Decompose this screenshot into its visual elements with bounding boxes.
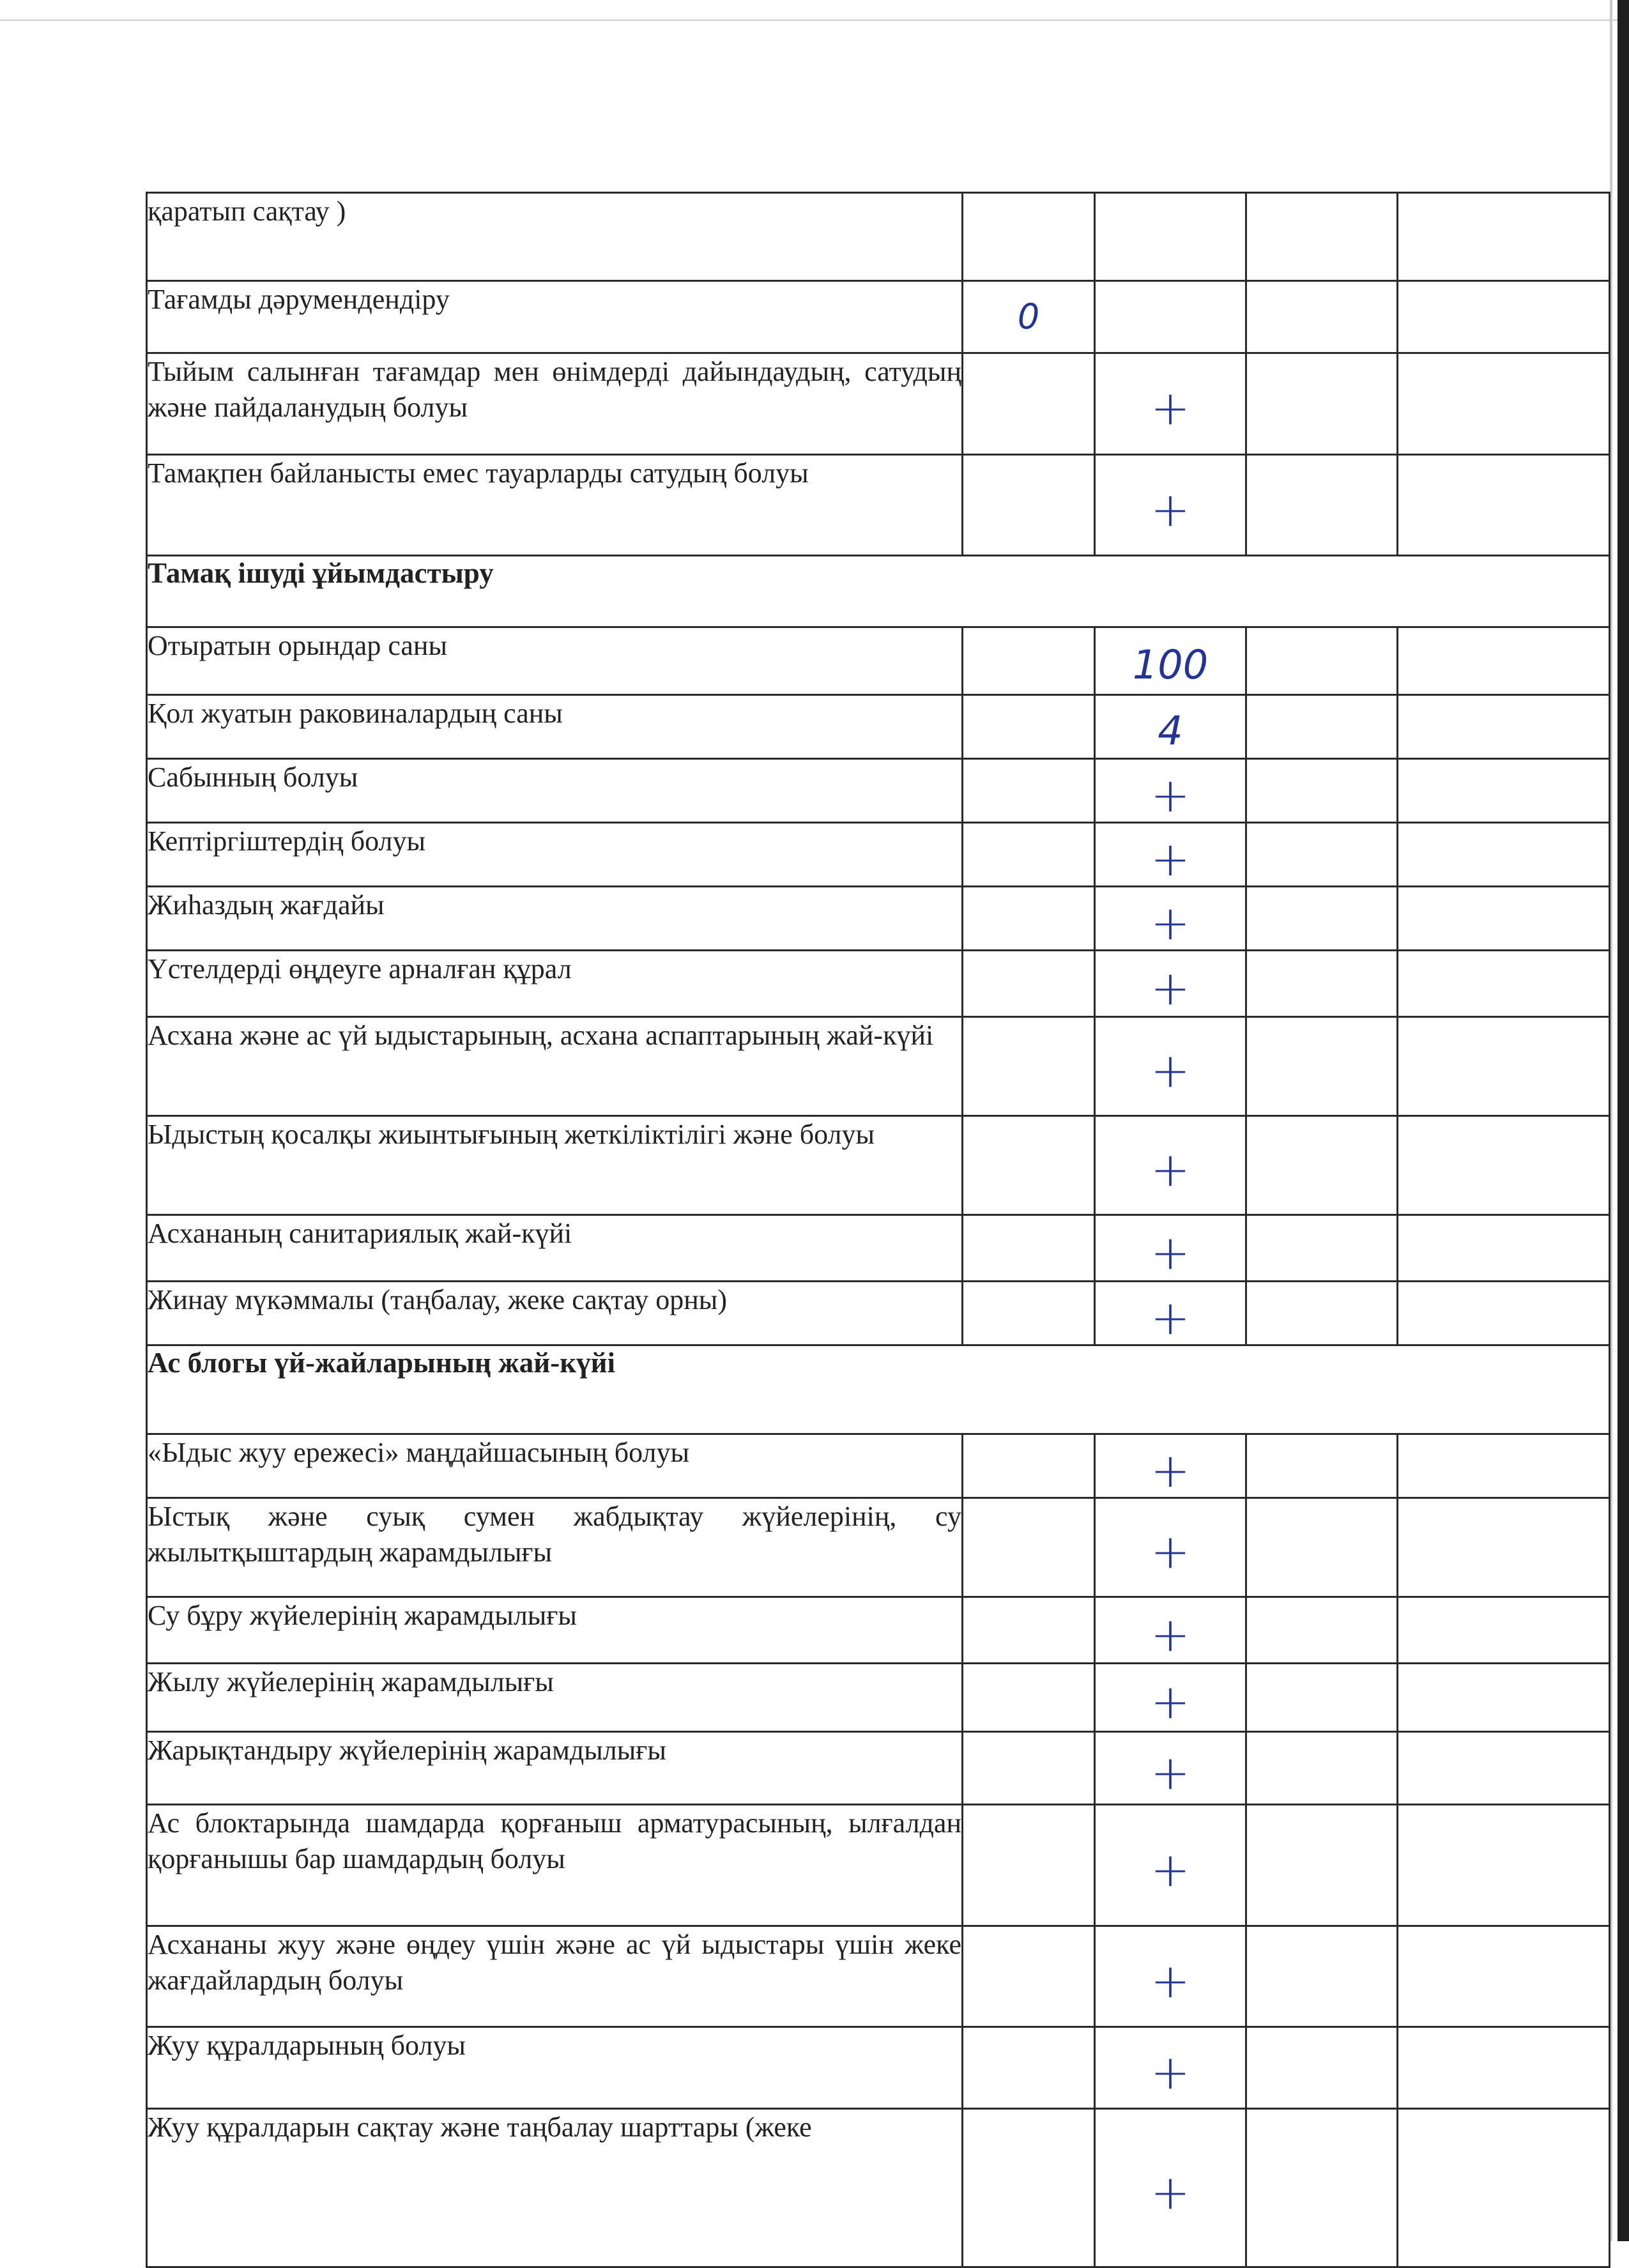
mark-cell bbox=[1095, 281, 1246, 353]
mark-cell bbox=[1095, 1215, 1246, 1282]
mark-cell bbox=[963, 281, 1095, 353]
handwritten-mark: 100 bbox=[1132, 641, 1209, 688]
mark-cell bbox=[1095, 1732, 1246, 1805]
mark-cell bbox=[1246, 1434, 1398, 1498]
table-row bbox=[147, 759, 1610, 823]
mark-cell bbox=[1398, 1926, 1610, 2027]
table-row bbox=[147, 1926, 1610, 2027]
mark-cell bbox=[1398, 823, 1610, 887]
table-row bbox=[147, 1498, 1610, 1597]
table-row bbox=[147, 1116, 1610, 1215]
mark-cell bbox=[1246, 695, 1398, 759]
criterion-label: Ыстық және суық сумен жабдықтау жүйелерінің, су жылытқыштардың жарамдылығы bbox=[147, 1498, 963, 1597]
handwritten-mark: + bbox=[1150, 1745, 1191, 1800]
mark-cell bbox=[1095, 455, 1246, 556]
scan-artifact-right-edge bbox=[1618, 0, 1629, 2241]
mark-cell bbox=[1246, 823, 1398, 887]
table-row bbox=[147, 695, 1610, 759]
mark-cell bbox=[963, 1926, 1095, 2027]
handwritten-mark: + bbox=[1150, 1142, 1191, 1198]
criterion-label: Асхана және ас үй ыдыстарының, асхана аспаптарының жай-күйі bbox=[147, 1017, 963, 1116]
mark-cell bbox=[1095, 951, 1246, 1017]
handwritten-mark: + bbox=[1150, 960, 1191, 1016]
mark-cell bbox=[1398, 1116, 1610, 1215]
handwritten-mark: + bbox=[1150, 381, 1191, 436]
section-heading: Тамақ ішуді ұйымдастыру bbox=[147, 556, 1610, 627]
mark-cell bbox=[1246, 1215, 1398, 1282]
handwritten-mark: + bbox=[1150, 482, 1191, 537]
mark-cell bbox=[1398, 353, 1610, 455]
mark-cell bbox=[1246, 1926, 1398, 2027]
mark-cell bbox=[963, 951, 1095, 1017]
table-row bbox=[147, 1215, 1610, 1282]
criterion-label: Отыратын орындар саны bbox=[147, 627, 963, 695]
mark-cell bbox=[1095, 1597, 1246, 1664]
handwritten-mark: + bbox=[1150, 1290, 1191, 1345]
inspection-checklist-table bbox=[146, 192, 1610, 2268]
mark-cell bbox=[963, 1116, 1095, 1215]
handwritten-mark: + bbox=[1150, 831, 1191, 887]
mark-cell bbox=[1246, 2109, 1398, 2267]
criterion-label: Тағамды дәрумендендіру bbox=[147, 281, 963, 353]
mark-cell bbox=[1095, 1926, 1246, 2027]
criterion-label: Су бұру жүйелерінің жарамдылығы bbox=[147, 1597, 963, 1664]
mark-cell bbox=[1246, 1664, 1398, 1732]
mark-cell bbox=[963, 2027, 1095, 2109]
criterion-label: Жарықтандыру жүйелерінің жарамдылығы bbox=[147, 1732, 963, 1805]
mark-cell bbox=[1246, 951, 1398, 1017]
mark-cell bbox=[963, 1282, 1095, 1345]
table-row bbox=[147, 1434, 1610, 1498]
table-row bbox=[147, 823, 1610, 887]
mark-cell bbox=[963, 627, 1095, 695]
scan-artifact-top-line bbox=[0, 19, 1629, 21]
handwritten-mark: + bbox=[1150, 1674, 1191, 1730]
mark-cell bbox=[963, 455, 1095, 556]
mark-cell bbox=[1398, 2027, 1610, 2109]
mark-cell bbox=[963, 1215, 1095, 1282]
table-row bbox=[147, 887, 1610, 951]
criterion-label: Ыдыстың қосалқы жиынтығының жеткіліктілігі және болуы bbox=[147, 1116, 963, 1215]
mark-cell bbox=[1246, 2027, 1398, 2109]
criterion-label: Кептіргіштердің болуы bbox=[147, 823, 963, 887]
criterion-label: Жинау мүкәммалы (таңбалау, жеке сақтау орны) bbox=[147, 1282, 963, 1345]
mark-cell bbox=[1246, 1732, 1398, 1805]
mark-cell bbox=[1398, 1434, 1610, 1498]
criterion-label: Жуу құралдарын сақтау және таңбалау шарттары (жеке bbox=[147, 2109, 963, 2267]
criterion-label: Үстелдерді өңдеуге арналған құрал bbox=[147, 951, 963, 1017]
mark-cell bbox=[1095, 695, 1246, 759]
mark-cell bbox=[963, 1805, 1095, 1926]
mark-cell bbox=[1095, 759, 1246, 823]
mark-cell bbox=[1398, 1282, 1610, 1345]
handwritten-mark: + bbox=[1150, 1953, 1191, 2009]
mark-cell bbox=[1246, 1498, 1398, 1597]
mark-cell bbox=[1246, 1017, 1398, 1116]
mark-cell bbox=[963, 193, 1095, 281]
criterion-label: Жуу құралдарының болуы bbox=[147, 2027, 963, 2109]
table-row bbox=[147, 951, 1610, 1017]
table-row bbox=[147, 1732, 1610, 1805]
mark-cell bbox=[1095, 1434, 1246, 1498]
mark-cell bbox=[1095, 1282, 1246, 1345]
mark-cell bbox=[963, 695, 1095, 759]
mark-cell bbox=[1095, 2027, 1246, 2109]
mark-cell bbox=[1246, 1116, 1398, 1215]
mark-cell bbox=[963, 1498, 1095, 1597]
handwritten-mark: + bbox=[1150, 895, 1191, 951]
section-heading: Ас блогы үй-жайларының жай-күйі bbox=[147, 1345, 1610, 1434]
criterion-label: Қол жуатын раковиналардың саны bbox=[147, 695, 963, 759]
mark-cell bbox=[1246, 627, 1398, 695]
table-row bbox=[147, 193, 1610, 281]
criterion-label: Жиһаздың жағдайы bbox=[147, 887, 963, 951]
table-row bbox=[147, 1017, 1610, 1116]
mark-cell bbox=[1398, 695, 1610, 759]
table-row bbox=[147, 2109, 1610, 2267]
table-row bbox=[147, 1345, 1610, 1434]
mark-cell bbox=[1398, 281, 1610, 353]
mark-cell bbox=[1246, 193, 1398, 281]
handwritten-mark: + bbox=[1150, 1524, 1191, 1580]
mark-cell bbox=[1095, 193, 1246, 281]
mark-cell bbox=[963, 1017, 1095, 1116]
table-row bbox=[147, 627, 1610, 695]
mark-cell bbox=[1246, 1805, 1398, 1926]
mark-cell bbox=[1095, 1116, 1246, 1215]
criterion-label: «Ыдыс жуу ережесі» маңдайшасының болуы bbox=[147, 1434, 963, 1498]
mark-cell bbox=[963, 823, 1095, 887]
table-row bbox=[147, 556, 1610, 627]
handwritten-mark: + bbox=[1150, 1225, 1191, 1280]
mark-cell bbox=[963, 759, 1095, 823]
criterion-label: Жылу жүйелерінің жарамдылығы bbox=[147, 1664, 963, 1732]
mark-cell bbox=[1095, 1664, 1246, 1732]
criterion-label: қаратып сақтау ) bbox=[147, 193, 963, 281]
handwritten-mark: + bbox=[1150, 1842, 1191, 1897]
mark-cell bbox=[1246, 281, 1398, 353]
mark-cell bbox=[1398, 1805, 1610, 1926]
table-row bbox=[147, 281, 1610, 353]
mark-cell bbox=[963, 887, 1095, 951]
mark-cell bbox=[963, 1732, 1095, 1805]
mark-cell bbox=[1398, 1664, 1610, 1732]
mark-cell bbox=[1246, 1282, 1398, 1345]
mark-cell bbox=[1095, 627, 1246, 695]
mark-cell bbox=[1398, 1498, 1610, 1597]
mark-cell bbox=[1398, 2109, 1610, 2267]
table-row bbox=[147, 455, 1610, 556]
mark-cell bbox=[1398, 627, 1610, 695]
mark-cell bbox=[1246, 887, 1398, 951]
mark-cell bbox=[1095, 1498, 1246, 1597]
mark-cell bbox=[1398, 1017, 1610, 1116]
criterion-label: Асхананы жуу және өңдеу үшін және ас үй ыдыстары үшін жеке жағдайлардың болуы bbox=[147, 1926, 963, 2027]
mark-cell bbox=[1398, 1732, 1610, 1805]
mark-cell bbox=[963, 1597, 1095, 1664]
mark-cell bbox=[1246, 455, 1398, 556]
mark-cell bbox=[1246, 759, 1398, 823]
table-row bbox=[147, 1282, 1610, 1345]
table-row bbox=[147, 353, 1610, 455]
mark-cell bbox=[963, 1664, 1095, 1732]
mark-cell bbox=[1398, 193, 1610, 281]
handwritten-mark: 4 bbox=[1158, 707, 1183, 754]
mark-cell bbox=[1398, 455, 1610, 556]
mark-cell bbox=[1398, 759, 1610, 823]
criterion-label: Асхананың санитариялық жай-күйі bbox=[147, 1215, 963, 1282]
mark-cell bbox=[963, 2109, 1095, 2267]
handwritten-mark: + bbox=[1150, 1043, 1191, 1099]
table-row bbox=[147, 1805, 1610, 1926]
criterion-label: Тыйым салынған тағамдар мен өнімдерді дайындаудың, сатудың және пайдаланудың болуы bbox=[147, 353, 963, 455]
mark-cell bbox=[1095, 353, 1246, 455]
handwritten-mark: + bbox=[1150, 1607, 1191, 1662]
criterion-label: Ас блоктарында шамдарда қорғаныш арматурасының, ылғалдан қорғанышы бар шамдардың болуы bbox=[147, 1805, 963, 1926]
mark-cell bbox=[1095, 823, 1246, 887]
table-row bbox=[147, 1597, 1610, 1664]
handwritten-mark: 0 bbox=[1017, 296, 1040, 337]
mark-cell bbox=[1398, 1215, 1610, 1282]
table-row bbox=[147, 2027, 1610, 2109]
mark-cell bbox=[1398, 951, 1610, 1017]
mark-cell bbox=[1246, 353, 1398, 455]
mark-cell bbox=[1398, 887, 1610, 951]
criterion-label: Тамақпен байланысты емес тауарларды сатудың болуы bbox=[147, 455, 963, 556]
mark-cell bbox=[1095, 1017, 1246, 1116]
handwritten-mark: + bbox=[1150, 767, 1191, 823]
handwritten-mark: + bbox=[1150, 1443, 1191, 1498]
mark-cell bbox=[1246, 1597, 1398, 1664]
mark-cell bbox=[1398, 1597, 1610, 1664]
mark-cell bbox=[963, 353, 1095, 455]
criterion-label: Сабынның болуы bbox=[147, 759, 963, 823]
mark-cell bbox=[1095, 1805, 1246, 1926]
table-row bbox=[147, 1664, 1610, 1732]
mark-cell bbox=[1095, 2109, 1246, 2267]
handwritten-mark: + bbox=[1150, 2044, 1191, 2100]
mark-cell bbox=[963, 1434, 1095, 1498]
mark-cell bbox=[1095, 887, 1246, 951]
handwritten-mark: + bbox=[1150, 2165, 1191, 2220]
